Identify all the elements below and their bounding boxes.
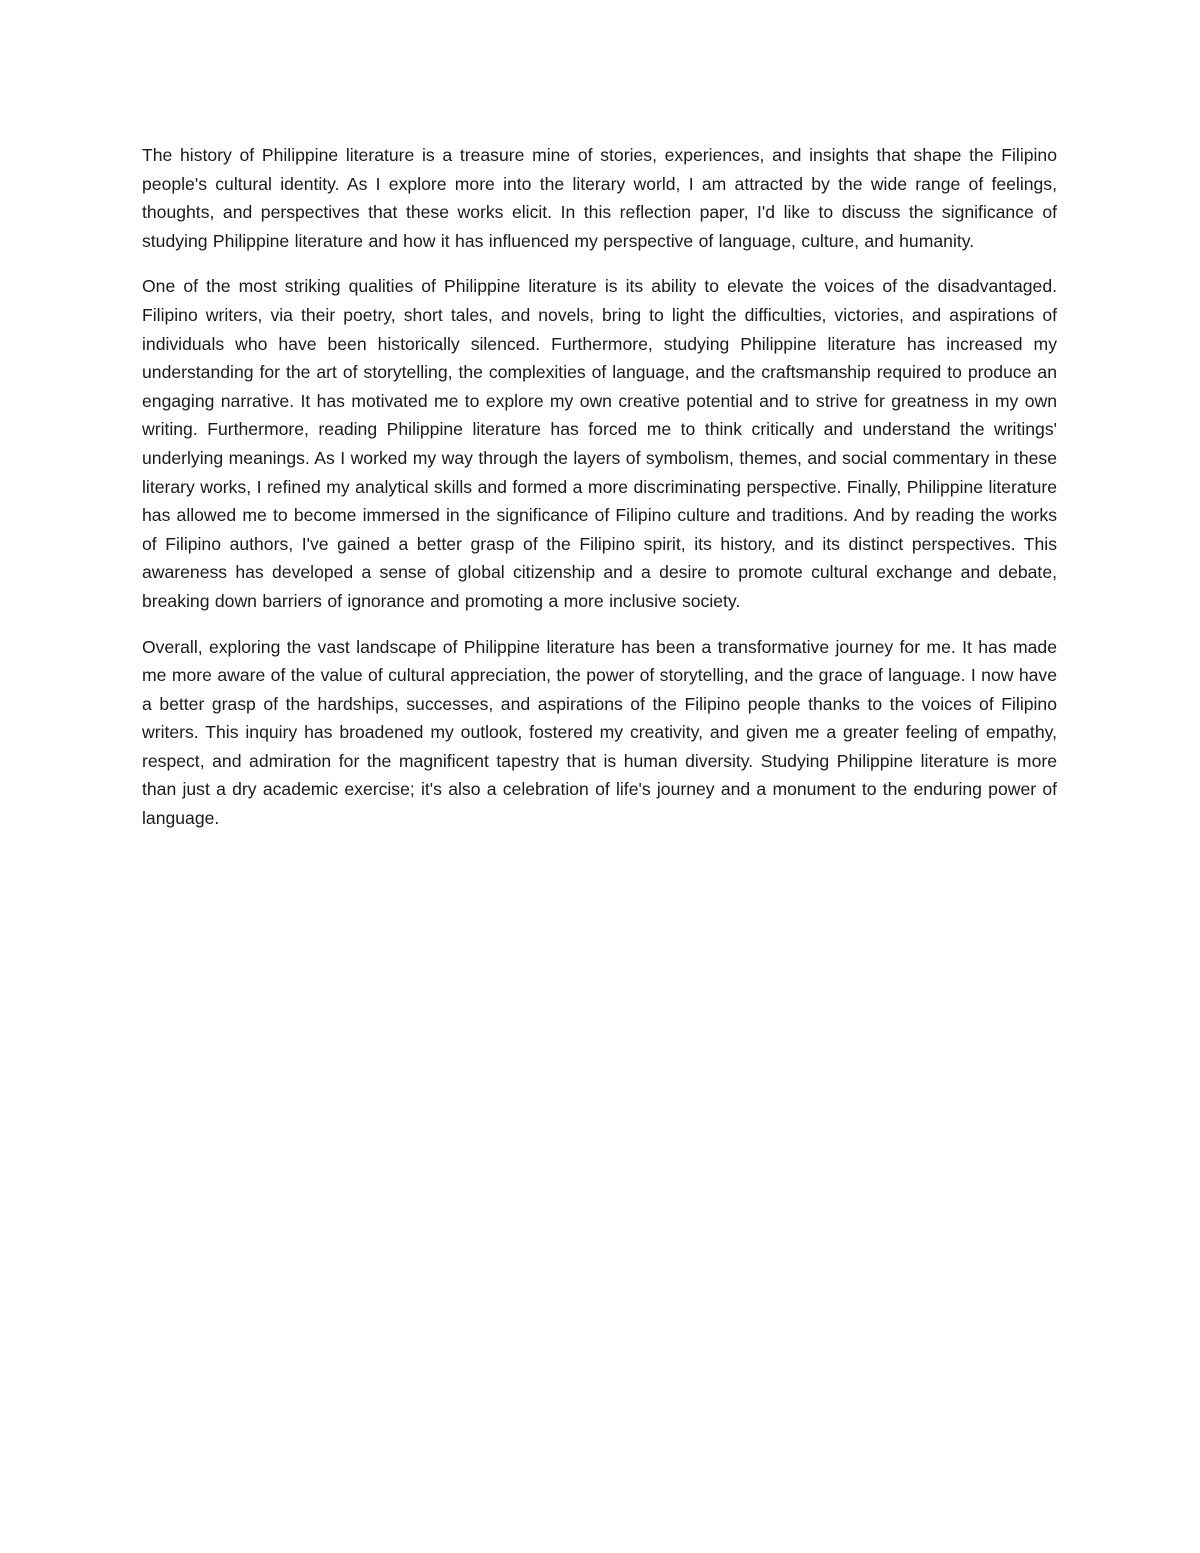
paragraph-conclusion: Overall, exploring the vast landscape of Philippine literature has been a transformative journey for me. It has made me more aware of the value of cultural appreciation, the power of storytelling, and the grace of language. I now have a better grasp of the hardships, successes, and aspirations of the Filipino people thanks to the voices of Filipino writers. This inquiry has broadened my outlook, fostered my creativity, and given me a greater feeling of empathy, respect, and admiration for the magnificent tapestry that is human diversity. Studying Philippine literature is more than just a dry academic exercise; it's also a celebration of life's journey and a monument to the enduring power of language. [142, 636, 1057, 829]
paragraph-body: One of the most striking qualities of Philippine literature is its ability to elevate the voices of the disadvantaged. Filipino writers, via their poetry, short tales, and novels, bring to light the difficulties, victories, and aspirations of individuals who have been historically silenced. Furthermore, studying Philippine literature has increased my understanding for the art of storytelling, the complexities of language, and the craftsmanship required to produce an engaging narrative. It has motivated me to explore my own creative potential and to strive for greatness in my own writing. Furthermore, reading Philippine literature has forced me to think critically and understand the writings' underlying meanings. As I worked my way through the layers of symbolism, themes, and social commentary in these literary works, I refined my analytical skills and formed a more discriminating perspective. Finally, Philippine literature has allowed me to become immersed in the significance of Filipino culture and traditions. And by reading the works of Filipino authors, I've gained a better grasp of the Filipino spirit, its history, and its distinct perspectives. This awareness has developed a sense of global citizenship and a desire to promote cultural exchange and debate, breaking down barriers of ignorance and promoting a more inclusive society. [142, 276, 1057, 611]
document-body [142, 141, 1057, 850]
paragraph-introduction: The history of Philippine literature is a treasure mine of stories, experiences, and insights that shape the Filipino people's cultural identity. As I explore more into the literary world, I am attracted by the wide range of feelings, thoughts, and perspectives that these works elicit. In this reflection paper, I'd like to discuss the significance of studying Philippine literature and how it has influenced my perspective of language, culture, and humanity. [142, 145, 1057, 251]
